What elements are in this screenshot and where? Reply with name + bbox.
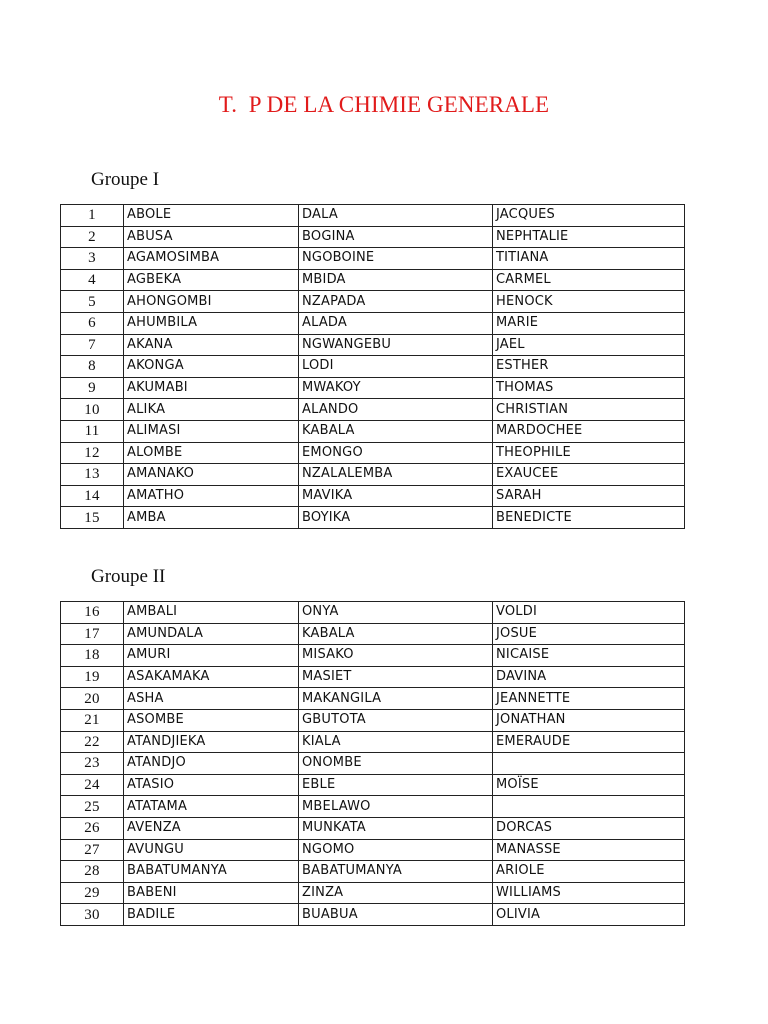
table-row bbox=[61, 666, 685, 688]
student-prenom-cell: JOSUE bbox=[493, 623, 685, 645]
table-row bbox=[61, 248, 685, 270]
student-postnom-cell: MAKANGILA bbox=[299, 688, 493, 710]
student-postnom-cell: NGOBOINE bbox=[299, 248, 493, 270]
student-postnom-cell: EBLE bbox=[299, 774, 493, 796]
student-nom-cell: BABENI bbox=[124, 882, 299, 904]
student-postnom-cell: ONOMBE bbox=[299, 753, 493, 775]
table-row bbox=[61, 645, 685, 667]
student-prenom-cell: OLIVIA bbox=[493, 904, 685, 926]
group-1-table bbox=[60, 204, 685, 529]
student-postnom-cell: GBUTOTA bbox=[299, 709, 493, 731]
table-row bbox=[61, 291, 685, 313]
student-nom-cell: AKANA bbox=[124, 334, 299, 356]
table-row bbox=[61, 817, 685, 839]
student-nom-cell: ASAKAMAKA bbox=[124, 666, 299, 688]
table-row bbox=[61, 688, 685, 710]
student-postnom-cell: KABALA bbox=[299, 623, 493, 645]
group-2-table bbox=[60, 601, 685, 926]
student-number-cell: 28 bbox=[61, 861, 124, 883]
table-row bbox=[61, 464, 685, 486]
student-number-cell: 23 bbox=[61, 753, 124, 775]
student-nom-cell: ATASIO bbox=[124, 774, 299, 796]
student-number-cell: 22 bbox=[61, 731, 124, 753]
student-nom-cell: AMBALI bbox=[124, 602, 299, 624]
student-prenom-cell: CARMEL bbox=[493, 269, 685, 291]
student-number-cell: 5 bbox=[61, 291, 124, 313]
student-number-cell: 24 bbox=[61, 774, 124, 796]
student-postnom-cell: LODI bbox=[299, 356, 493, 378]
student-prenom-cell: ESTHER bbox=[493, 356, 685, 378]
table-row bbox=[61, 485, 685, 507]
student-nom-cell: AMUNDALA bbox=[124, 623, 299, 645]
student-postnom-cell: ALADA bbox=[299, 312, 493, 334]
table-row bbox=[61, 399, 685, 421]
student-number-cell: 20 bbox=[61, 688, 124, 710]
student-prenom-cell bbox=[493, 796, 685, 818]
student-number-cell: 17 bbox=[61, 623, 124, 645]
table-row bbox=[61, 904, 685, 926]
student-postnom-cell: BOYIKA bbox=[299, 507, 493, 529]
student-postnom-cell: KIALA bbox=[299, 731, 493, 753]
student-nom-cell: ATANDJIEKA bbox=[124, 731, 299, 753]
student-prenom-cell: HENOCK bbox=[493, 291, 685, 313]
table-row bbox=[61, 753, 685, 775]
student-nom-cell: AKONGA bbox=[124, 356, 299, 378]
student-prenom-cell: MOÏSE bbox=[493, 774, 685, 796]
student-number-cell: 29 bbox=[61, 882, 124, 904]
group-heading: Groupe I bbox=[91, 169, 160, 190]
student-postnom-cell: MBIDA bbox=[299, 269, 493, 291]
student-nom-cell: AMBA bbox=[124, 507, 299, 529]
student-number-cell: 10 bbox=[61, 399, 124, 421]
student-number-cell: 14 bbox=[61, 485, 124, 507]
student-number-cell: 2 bbox=[61, 226, 124, 248]
table-row bbox=[61, 442, 685, 464]
student-number-cell: 30 bbox=[61, 904, 124, 926]
student-postnom-cell: ALANDO bbox=[299, 399, 493, 421]
student-number-cell: 26 bbox=[61, 817, 124, 839]
student-postnom-cell: NGWANGEBU bbox=[299, 334, 493, 356]
student-nom-cell: AMATHO bbox=[124, 485, 299, 507]
table-row bbox=[61, 226, 685, 248]
student-nom-cell: ALIKA bbox=[124, 399, 299, 421]
student-number-cell: 9 bbox=[61, 377, 124, 399]
student-postnom-cell: NZALALEMBA bbox=[299, 464, 493, 486]
table-row bbox=[61, 507, 685, 529]
student-prenom-cell: MARIE bbox=[493, 312, 685, 334]
student-postnom-cell: MAVIKA bbox=[299, 485, 493, 507]
table-row bbox=[61, 269, 685, 291]
student-number-cell: 13 bbox=[61, 464, 124, 486]
student-number-cell: 27 bbox=[61, 839, 124, 861]
student-number-cell: 21 bbox=[61, 709, 124, 731]
student-postnom-cell: MBELAWO bbox=[299, 796, 493, 818]
student-postnom-cell: KABALA bbox=[299, 420, 493, 442]
student-number-cell: 4 bbox=[61, 269, 124, 291]
table-row bbox=[61, 709, 685, 731]
student-postnom-cell: BABATUMANYA bbox=[299, 861, 493, 883]
student-prenom-cell: EXAUCEE bbox=[493, 464, 685, 486]
table-row bbox=[61, 356, 685, 378]
student-prenom-cell: TITIANA bbox=[493, 248, 685, 270]
student-postnom-cell: ZINZA bbox=[299, 882, 493, 904]
student-postnom-cell: DALA bbox=[299, 205, 493, 227]
student-prenom-cell: JACQUES bbox=[493, 205, 685, 227]
student-prenom-cell: JAEL bbox=[493, 334, 685, 356]
student-prenom-cell: VOLDI bbox=[493, 602, 685, 624]
student-prenom-cell bbox=[493, 753, 685, 775]
student-nom-cell: AMURI bbox=[124, 645, 299, 667]
student-nom-cell: ASOMBE bbox=[124, 709, 299, 731]
table-row bbox=[61, 334, 685, 356]
student-postnom-cell: MUNKATA bbox=[299, 817, 493, 839]
student-postnom-cell: BOGINA bbox=[299, 226, 493, 248]
student-number-cell: 1 bbox=[61, 205, 124, 227]
student-nom-cell: AGAMOSIMBA bbox=[124, 248, 299, 270]
student-number-cell: 16 bbox=[61, 602, 124, 624]
student-number-cell: 7 bbox=[61, 334, 124, 356]
student-number-cell: 11 bbox=[61, 420, 124, 442]
student-prenom-cell: MARDOCHEE bbox=[493, 420, 685, 442]
student-prenom-cell: EMERAUDE bbox=[493, 731, 685, 753]
student-prenom-cell: NEPHTALIE bbox=[493, 226, 685, 248]
student-number-cell: 12 bbox=[61, 442, 124, 464]
table-row bbox=[61, 623, 685, 645]
student-nom-cell: BADILE bbox=[124, 904, 299, 926]
table-row bbox=[61, 861, 685, 883]
student-number-cell: 8 bbox=[61, 356, 124, 378]
student-prenom-cell: BENEDICTE bbox=[493, 507, 685, 529]
student-postnom-cell: BUABUA bbox=[299, 904, 493, 926]
student-nom-cell: ALIMASI bbox=[124, 420, 299, 442]
student-prenom-cell: DORCAS bbox=[493, 817, 685, 839]
student-nom-cell: ALOMBE bbox=[124, 442, 299, 464]
student-number-cell: 19 bbox=[61, 666, 124, 688]
student-postnom-cell: MISAKO bbox=[299, 645, 493, 667]
student-prenom-cell: JEANNETTE bbox=[493, 688, 685, 710]
student-number-cell: 15 bbox=[61, 507, 124, 529]
student-nom-cell: AHUMBILA bbox=[124, 312, 299, 334]
table-row bbox=[61, 839, 685, 861]
student-nom-cell: ABOLE bbox=[124, 205, 299, 227]
student-number-cell: 18 bbox=[61, 645, 124, 667]
table-row bbox=[61, 774, 685, 796]
table-row bbox=[61, 731, 685, 753]
student-postnom-cell: EMONGO bbox=[299, 442, 493, 464]
student-nom-cell: ASHA bbox=[124, 688, 299, 710]
student-nom-cell: AVUNGU bbox=[124, 839, 299, 861]
table-row bbox=[61, 602, 685, 624]
student-prenom-cell: SARAH bbox=[493, 485, 685, 507]
student-prenom-cell: JONATHAN bbox=[493, 709, 685, 731]
student-prenom-cell: MANASSE bbox=[493, 839, 685, 861]
student-nom-cell: AKUMABI bbox=[124, 377, 299, 399]
group-heading: Groupe II bbox=[91, 566, 166, 587]
table-row bbox=[61, 205, 685, 227]
student-prenom-cell: CHRISTIAN bbox=[493, 399, 685, 421]
student-nom-cell: ATATAMA bbox=[124, 796, 299, 818]
student-prenom-cell: WILLIAMS bbox=[493, 882, 685, 904]
student-postnom-cell: MWAKOY bbox=[299, 377, 493, 399]
student-nom-cell: AVENZA bbox=[124, 817, 299, 839]
student-postnom-cell: ONYA bbox=[299, 602, 493, 624]
student-prenom-cell: ARIOLE bbox=[493, 861, 685, 883]
student-nom-cell: ATANDJO bbox=[124, 753, 299, 775]
table-row bbox=[61, 796, 685, 818]
student-postnom-cell: NZAPADA bbox=[299, 291, 493, 313]
student-prenom-cell: NICAISE bbox=[493, 645, 685, 667]
table-row bbox=[61, 420, 685, 442]
table-row bbox=[61, 312, 685, 334]
student-number-cell: 6 bbox=[61, 312, 124, 334]
student-nom-cell: ABUSA bbox=[124, 226, 299, 248]
table-row bbox=[61, 882, 685, 904]
student-number-cell: 3 bbox=[61, 248, 124, 270]
student-prenom-cell: DAVINA bbox=[493, 666, 685, 688]
student-prenom-cell: THOMAS bbox=[493, 377, 685, 399]
student-postnom-cell: NGOMO bbox=[299, 839, 493, 861]
table-row bbox=[61, 377, 685, 399]
student-nom-cell: AMANAKO bbox=[124, 464, 299, 486]
page-title: T. P DE LA CHIMIE GENERALE bbox=[218, 92, 550, 117]
student-nom-cell: AGBEKA bbox=[124, 269, 299, 291]
student-nom-cell: AHONGOMBI bbox=[124, 291, 299, 313]
student-postnom-cell: MASIET bbox=[299, 666, 493, 688]
student-nom-cell: BABATUMANYA bbox=[124, 861, 299, 883]
student-prenom-cell: THEOPHILE bbox=[493, 442, 685, 464]
student-number-cell: 25 bbox=[61, 796, 124, 818]
